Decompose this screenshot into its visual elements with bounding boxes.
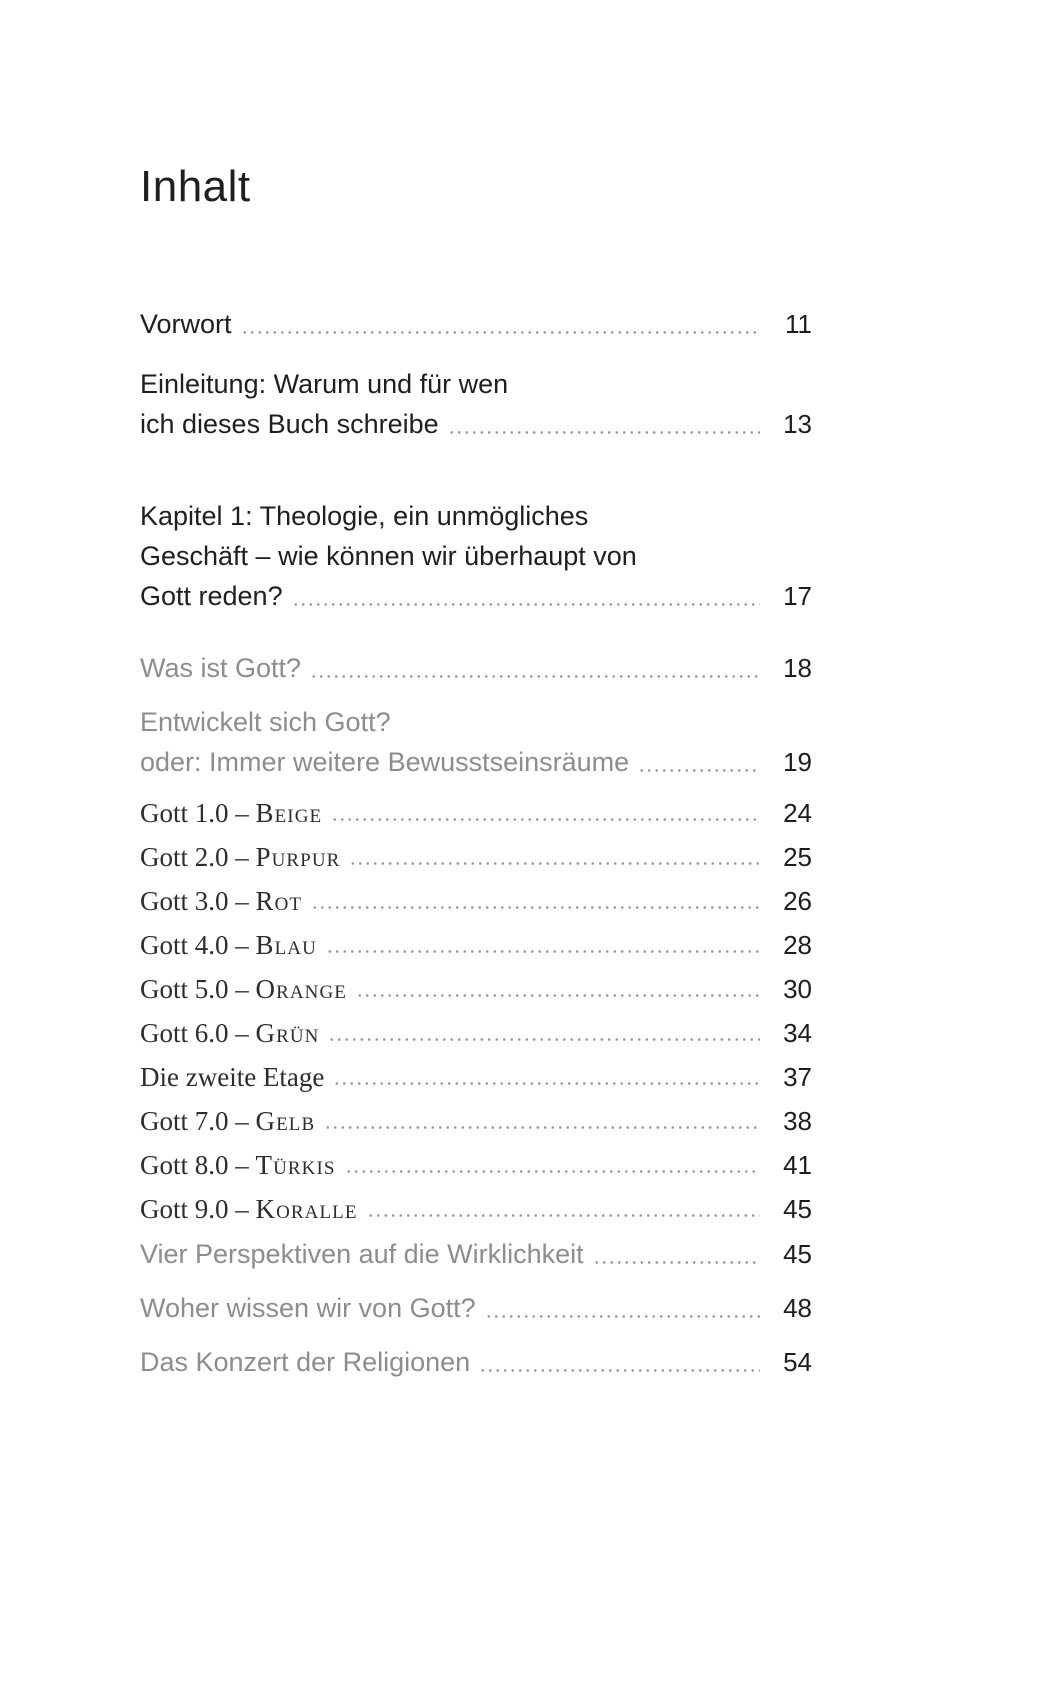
toc-entry-smallcaps: Beige [255, 798, 323, 828]
toc-list [140, 304, 812, 1382]
toc-entry-line [140, 364, 812, 404]
toc-entry [140, 840, 812, 874]
toc-entry-line [140, 536, 812, 576]
toc-entry [140, 928, 812, 962]
toc-entry [140, 884, 812, 918]
toc-entry-label: Vier Perspektiven auf die Wirklichkeit [140, 1239, 584, 1269]
toc-entry-label: Kapitel 1: Theologie, ein unmögliches [140, 501, 589, 531]
toc-entry [140, 1192, 812, 1226]
page-number: 26 [783, 886, 812, 916]
page-number: 38 [783, 1106, 812, 1136]
page-number: 37 [783, 1062, 812, 1092]
toc-entry-line [140, 1288, 812, 1328]
page-number: 30 [783, 974, 812, 1004]
page-number: 24 [783, 798, 812, 828]
toc-entry [140, 1104, 812, 1138]
page-number: 25 [783, 842, 812, 872]
toc-entry [140, 304, 812, 344]
toc-entry-label: Gott reden? [140, 581, 283, 611]
toc-entry-line [140, 1342, 812, 1382]
page-number: 13 [783, 409, 812, 439]
toc-entry-line [140, 648, 812, 688]
toc-entry [140, 1060, 812, 1094]
page-number: 17 [783, 581, 812, 611]
toc-entry-smallcaps: Orange [255, 974, 347, 1004]
leader-dots [485, 1315, 760, 1318]
toc-entry [140, 648, 812, 688]
toc-entry-label: Woher wissen wir von Gott? [140, 1293, 476, 1323]
page-number: 48 [783, 1293, 812, 1323]
leader-dots [326, 950, 760, 953]
toc-entry-line [140, 1060, 812, 1094]
toc-entry-smallcaps: Blau [255, 930, 317, 960]
toc-entry [140, 1148, 812, 1182]
page-number: 34 [783, 1018, 812, 1048]
toc-entry-line [140, 404, 812, 444]
toc-entry-line [140, 884, 812, 918]
toc-entry-label: Gott 7.0 – Gelb [140, 1106, 316, 1136]
page-number: 54 [783, 1347, 812, 1377]
leader-dots [593, 1261, 760, 1264]
toc-entry-line [140, 1104, 812, 1138]
toc-entry-label: Gott 1.0 – Beige [140, 798, 323, 828]
page-number: 41 [783, 1150, 812, 1180]
toc-entry-label: Die zweite Etage [140, 1062, 325, 1092]
toc-entry [140, 702, 812, 782]
toc-entry-line [140, 1148, 812, 1182]
leader-dots [638, 769, 760, 772]
page-number: 45 [783, 1239, 812, 1269]
leader-dots [292, 603, 760, 606]
toc-entry-label: ich dieses Buch schreibe [140, 409, 439, 439]
page-title: Inhalt [140, 162, 251, 211]
toc-entry [140, 364, 812, 444]
toc-entry [140, 972, 812, 1006]
toc-entry-label: Was ist Gott? [140, 653, 302, 683]
toc-entry-smallcaps: Grün [255, 1018, 320, 1048]
toc-entry-label: Gott 3.0 – Rot [140, 886, 303, 916]
toc-entry-line [140, 796, 812, 830]
toc-entry-label: Gott 4.0 – Blau [140, 930, 317, 960]
toc-entry [140, 1342, 812, 1382]
toc-entry-smallcaps: Türkis [255, 1150, 336, 1180]
toc-entry-smallcaps: Gelb [255, 1106, 316, 1136]
toc-entry-label: Vorwort [140, 309, 232, 339]
toc-entry-line [140, 972, 812, 1006]
page-number: 18 [783, 653, 812, 683]
toc-entry-line [140, 1234, 812, 1274]
toc-entry-line [140, 742, 812, 782]
page-number: 45 [783, 1194, 812, 1224]
leader-dots [328, 1038, 760, 1041]
toc-entry [140, 1016, 812, 1050]
toc-entry-label: Gott 9.0 – Koralle [140, 1194, 358, 1224]
toc-entry-smallcaps: Rot [255, 886, 303, 916]
leader-dots [324, 1126, 760, 1129]
toc-entry-smallcaps: Koralle [255, 1194, 358, 1224]
toc-entry-label: oder: Immer weitere Bewusstseinsräume [140, 747, 630, 777]
page-number: 19 [783, 747, 812, 777]
leader-dots [311, 906, 760, 909]
toc-entry-line [140, 1016, 812, 1050]
toc-entry [140, 1234, 812, 1274]
toc-entry-label: Gott 5.0 – Orange [140, 974, 347, 1004]
toc-entry-label: Geschäft – wie können wir überhaupt von [140, 541, 637, 571]
leader-dots [367, 1214, 760, 1217]
leader-dots [448, 431, 760, 434]
leader-dots [310, 675, 760, 678]
toc-entry-line [140, 576, 812, 616]
leader-dots [241, 331, 760, 334]
leader-dots [333, 1082, 760, 1085]
toc-entry-line [140, 840, 812, 874]
leader-dots [331, 818, 760, 821]
toc-entry [140, 1288, 812, 1328]
toc-entry-line [140, 304, 812, 344]
toc-entry [140, 496, 812, 616]
toc-entry-label: Das Konzert der Religionen [140, 1347, 471, 1377]
leader-dots [356, 994, 760, 997]
toc-entry-line [140, 928, 812, 962]
page-number: 28 [783, 930, 812, 960]
page-number: 11 [785, 309, 812, 339]
toc-entry-label: Einleitung: Warum und für wen [140, 369, 509, 399]
toc-entry-label: Gott 8.0 – Türkis [140, 1150, 336, 1180]
leader-dots [479, 1369, 760, 1372]
leader-dots [349, 862, 760, 865]
toc-entry-line [140, 702, 812, 742]
toc-entry-label: Gott 6.0 – Grün [140, 1018, 320, 1048]
toc-entry-smallcaps: Purpur [255, 842, 341, 872]
leader-dots [345, 1170, 761, 1173]
toc-entry [140, 796, 812, 830]
toc-entry-line [140, 496, 812, 536]
toc-entry-label: Entwickelt sich Gott? [140, 707, 391, 737]
toc-entry-label: Gott 2.0 – Purpur [140, 842, 341, 872]
toc-entry-line [140, 1192, 812, 1226]
